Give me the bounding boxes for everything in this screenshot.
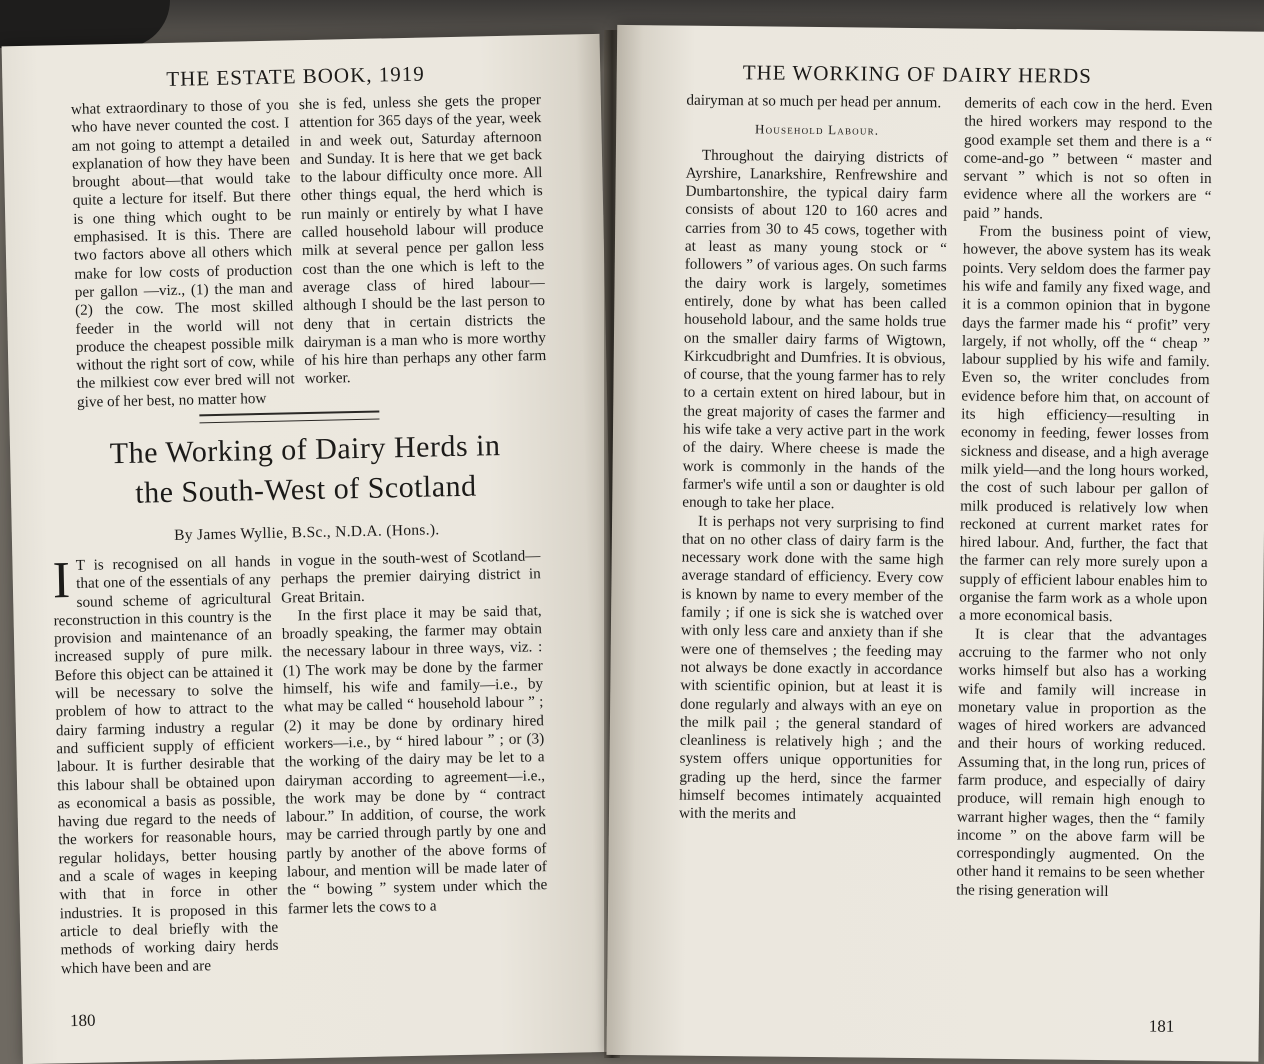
body-column-1-paragraph <box>52 553 279 978</box>
right-column-1 <box>679 92 949 826</box>
body-column-2-paragraph-1: in vogue in the south-west of Scotland—perhaps the premier dairying district in Great Britain. <box>280 547 541 607</box>
body-column-1-text: T is recognised on all hands that one of the essentials of any sound scheme of agricultural reconstruction in this country is the provision and maintenance of an increased supply of pure milk. Before this object can be attained it will be necessary to solve the problem of how to attract to the dairy farming industry a regular and sufficient supply of efficient labour. It is further desirable that this labour shall be obtained upon as economical a basis as possible, having due regard to the needs of the workers for reasonable hours, regular holidays, better housing and a scale of wages in keeping with that in force in other industries. It is proposed in this article to deal briefly with the methods of working dairy herds which have been and are <box>53 552 279 977</box>
top-column-1 <box>71 96 295 412</box>
running-head-left: THE ESTATE BOOK, 1919 <box>166 61 425 91</box>
right-column-1-paragraph-2: It is perhaps not very surprising to find that on no other class of dairy farm is the necessary work done with the same high average standard of efficiency. Every cow is known by name to every member of the family ; if one is sick she is watched over with only less care and anxiety than if she were one of themselves ; the feeding may not always be done exactly in accordance with scientific opinion, but at least it is done regularly and always with an eye on the milk pail ; the general standard of cleanliness is relatively high ; and the system offers unique opportunities for grading up the herd, since the farmer himself becomes intimately acquainted with the merits and <box>678 512 945 824</box>
right-column-1-paragraph-1: Throughout the dairying districts of Ayrshire, Lanarkshire, Renfrewshire and Dumbartonshire, the typical dairy farm consists of about 120 to 160 acres and carries from 30 to 45 cows, together with at least as many young stock or “ followers ” of various ages. On such farms the dairy work is largely, sometimes entirely, done by what has been called household labour, and the same holds true on the smaller dairy farms of Wigtown, Kirkcudbright and Dumfries. It is obvious, of course, that the young farmer has to rely to a certain extent on hired labour, but in the great majority of cases the farmer and his wife take a very active part in the work of the dairy. Where cheese is made the work is commonly in the hands of the farmer's wife until a son or daughter is old enough to take her place. <box>682 146 948 513</box>
page-number-right: 181 <box>1148 1016 1175 1036</box>
right-column-1-paragraph-0: dairyman at so much per head per annum. <box>686 91 942 112</box>
right-column-2-paragraph-1: From the business point of view, however, the above system has its weak points. Very seldom does the farmer pay his wife and family any fixed wage, and it is a common opinion that in bygone days the farmer made his “ profit” very largely, if not wholly, off the “ cheap ” labour supplied by his wife and family. Even so, the writer concludes from evidence before him that, on account of its high efficiency—resulting in economy in feeding, fewer losses from sickness and disease, and a high average milk yield—and the long hours worked, the cost of such labour per gallon of milk produced is relatively low when reckoned at current market rates for hired labour. And, further, the fact that the farmer can rely more surely upon a supply of efficient labour enables him to organise the farm work as a whole upon a more economical basis. <box>958 222 1212 626</box>
dark-object-corner <box>0 0 170 48</box>
article-title-line-2: the South-West of Scotland <box>134 469 477 510</box>
top-column-2-text: she is fed, unless she gets the proper attention for 365 days of the year, week in and week out, Saturday afternoon and Sunday. It is here that we get back to the labour difficulty once more. All other things equal, the herd which is run mainly or entirely by what I have called household labour will produce milk at several pence per gallon less cost than the one which is left to the average class of hired labour—although I should be the last person to deny that in certain districts the dairyman is a man who is more worthy of his hire than perhaps any other farm worker. <box>298 91 547 388</box>
page-number-left: 180 <box>69 1010 96 1031</box>
right-column-2-paragraph-0: demerits of each cow in the herd. Even the hired workers may respond to the good example set them and there is a “ come-and-go ” between “ master and servant ” which is not so often in evidence where all the workers are “ paid ” hands. <box>963 94 1213 223</box>
article-title-line-1: The Working of Dairy Herds in <box>109 429 501 471</box>
section-divider-rule <box>199 411 379 424</box>
article-title-block <box>50 425 562 548</box>
drop-cap: I <box>52 552 71 610</box>
body-column-1 <box>52 553 279 978</box>
top-column-1-text: what extraordinary to those of you who have never counted the cost. I am not going to attempt a detailed explanation of how they have been brought about—that would take quite a lecture for itself. But there is one thing which ought to be emphasised. It is this. There are two factors above all others which make for low costs of production per gallon —viz., (1) the man and (2) the cow. The most skilled feeder in the world will not produce the cheapest possible milk without the right sort of cow, while the milkiest cow ever bred will not give of her best, no matter how <box>70 96 295 411</box>
body-column-2 <box>280 547 548 918</box>
running-head-right: THE WORKING OF DAIRY HERDS <box>742 60 1093 88</box>
top-column-2 <box>299 91 547 389</box>
body-column-2-paragraph-2: In the first place it may be said that, broadly speaking, the farmer may obtain the necessary labour in three ways, viz. : (1) The work may be done by the farmer himself, his wife and family—i.e., by what may be called “ household labour ” ; (2) it may be done by ordinary hired workers—i.e., by “ hired labour ” ; or (3) the working of the dairy may be let to a dairyman according to agreement—i.e., the work may be done by “ contract labour.” In addition, of course, the work may be carried through partly by one and partly by another of the above forms of labour, and mention will be made later of the “ bowing ” system under which the farmer lets the cows to a <box>281 602 548 918</box>
author-byline: By James Wyllie, B.Sc., N.D.A. (Hons.). <box>174 521 440 544</box>
right-column-2-paragraph-2: It is clear that the advantages accruing to the farmer who not only works himself but also has a working wife and family will increase in monetary value in proportion as the wages of hired workers are advanced and their hours of working reduced. Assuming that, in the long run, prices of farm produce, and especially of dairy produce, will remain high enough to warrant higher wages, then the “ family income ” on the above farm will be correspondingly augmented. On the other hand it remains to be seen whether the rising generation will <box>956 625 1207 900</box>
right-page <box>606 25 1264 1062</box>
section-heading-household-labour: Household Labour. <box>754 121 880 138</box>
left-page <box>2 34 621 1064</box>
right-column-2 <box>956 95 1212 903</box>
